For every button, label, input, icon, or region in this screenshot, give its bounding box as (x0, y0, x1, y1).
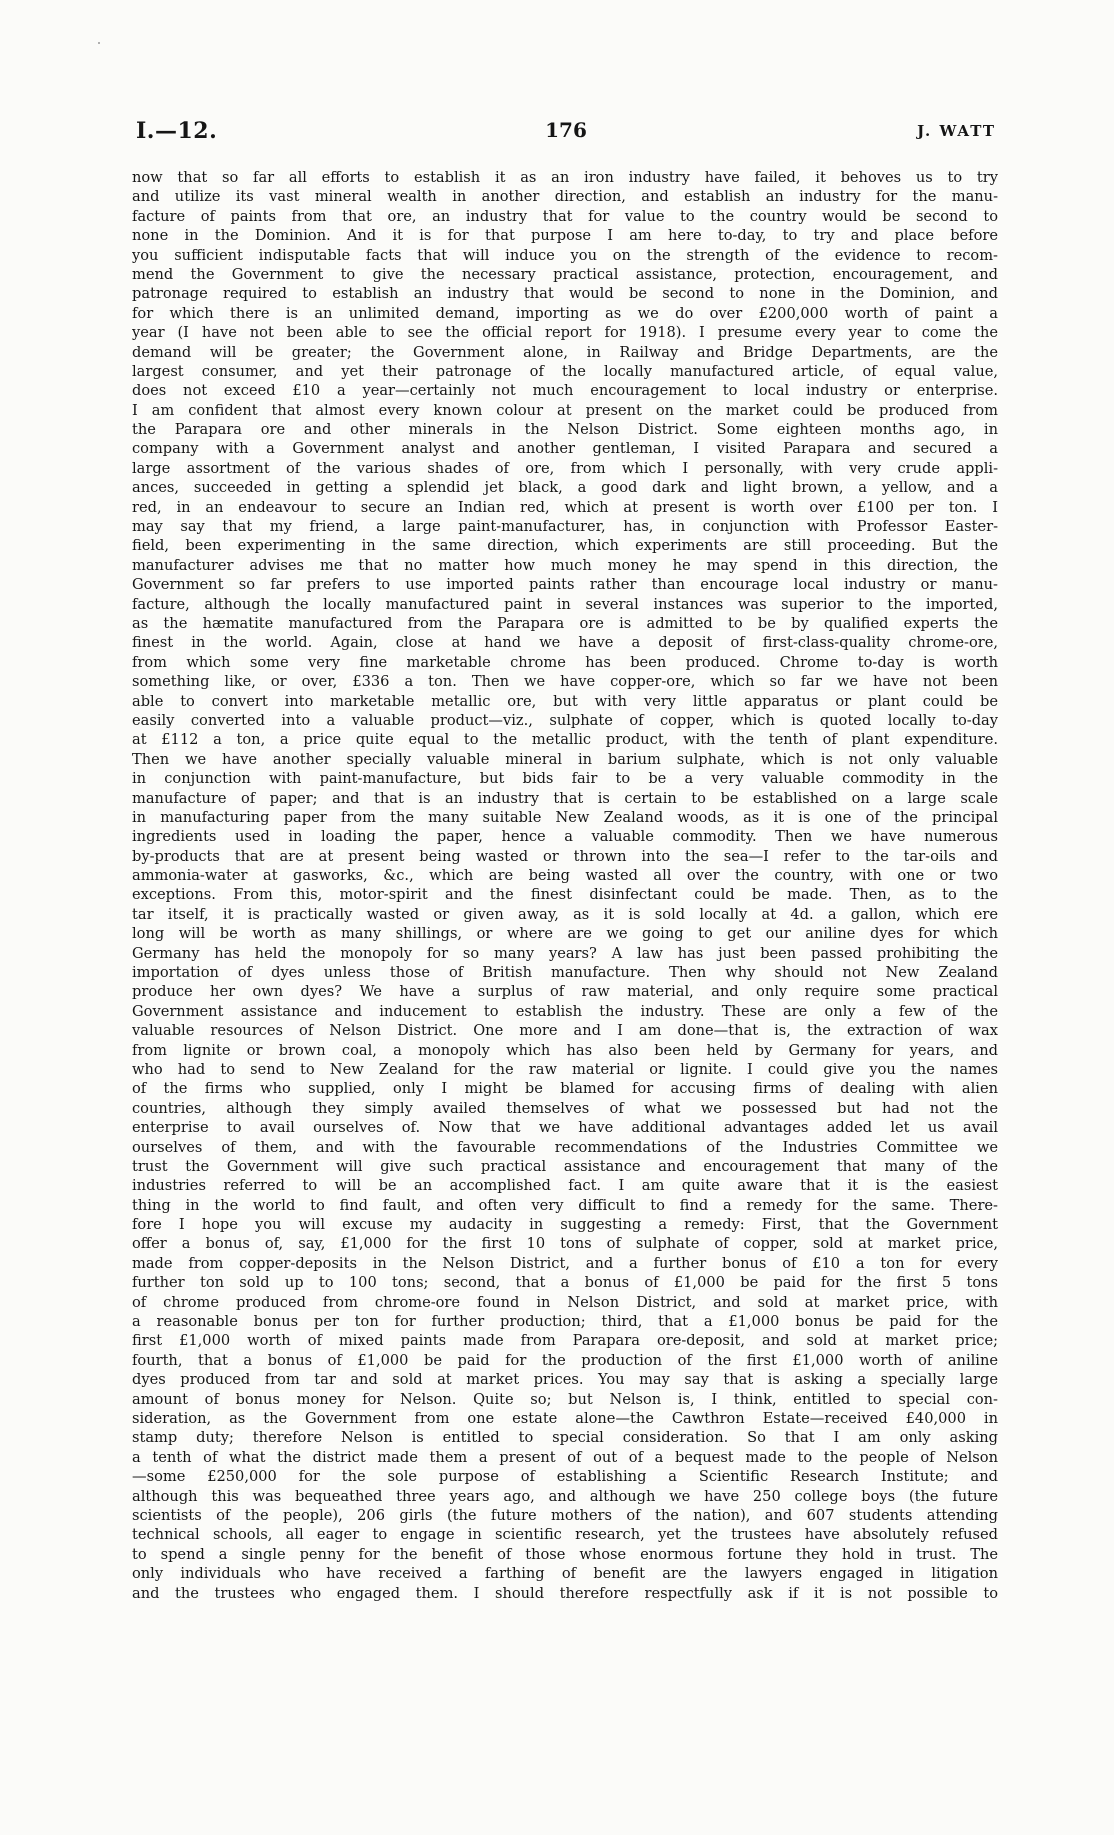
text-line: and the trustees who engaged them. I should therefore respectfully ask if it is not possible to (132, 1584, 998, 1602)
text-line: enterprise to avail ourselves of. Now that we have additional advantages added let us avail (132, 1119, 998, 1137)
text-line: something like, or over, £336 a ton. Then we have copper-ore, which so far we have not been (132, 673, 998, 691)
text-line: Germany has held the monopoly for so many years? A law has just been passed prohibiting the (132, 944, 998, 962)
text-line: produce her own dyes? We have a surplus of raw material, and only require some practical (132, 983, 998, 1001)
text-line: valuable resources of Nelson District. One more and I am done—that is, the extraction of wax (132, 1022, 998, 1040)
text-line: amount of bonus money for Nelson. Quite so; but Nelson is, I think, entitled to special con- (132, 1390, 998, 1408)
text-line: company with a Government analyst and another gentleman, I visited Parapara and secured a (132, 440, 998, 458)
text-line: a tenth of what the district made them a present of out of a bequest made to the people of Nelson (132, 1448, 998, 1466)
text-line: large assortment of the various shades of ore, from which I personally, with very crude appli- (132, 459, 998, 477)
text-line: the Parapara ore and other minerals in the Nelson District. Some eighteen months ago, in (132, 421, 998, 439)
text-line: none in the Dominion. And it is for that purpose I am here to-day, to try and place before (132, 227, 998, 245)
text-line: year (I have not been able to see the official report for 1918). I presume every year to come the (132, 324, 998, 342)
text-line: Government so far prefers to use imported paints rather than encourage local industry or manu- (132, 576, 998, 594)
text-line: a reasonable bonus per ton for further production; third, that a £1,000 bonus be paid for the (132, 1313, 998, 1331)
text-line: field, been experimenting in the same direction, which experiments are still proceeding. But the (132, 537, 998, 555)
text-line: offer a bonus of, say, £1,000 for the first 10 tons of sulphate of copper, sold at market price, (132, 1235, 998, 1253)
text-line: sideration, as the Government from one estate alone—the Cawthron Estate—received £40,000 in (132, 1410, 998, 1427)
text-line: you sufficient indisputable facts that will induce you on the strength of the evidence to recom- (132, 246, 998, 264)
text-line: exceptions. From this, motor-spirit and the finest disinfectant could be made. Then, as to the (132, 886, 998, 904)
text-line: mend the Government to give the necessary practical assistance, protection, encouragement, and (132, 265, 998, 283)
text-line: made from copper-deposits in the Nelson District, and a further bonus of £10 a ton for every (132, 1254, 998, 1272)
text-line: tar itself, it is practically wasted or given away, as it is sold locally at 4d. a gallon, which ere (132, 905, 998, 923)
text-line: now that so far all efforts to establish it as an iron industry have failed, it behoves us to try (132, 169, 998, 186)
speaker-name: J. WATT (917, 122, 996, 140)
text-line: Then we have another specially valuable mineral in barium sulphate, which is not only valuable (132, 750, 998, 768)
text-line: demand will be greater; the Government alone, in Railway and Bridge Departments, are the (132, 343, 998, 361)
text-line: countries, although they simply availed themselves of what we possessed but had not the (132, 1099, 998, 1117)
text-line: further ton sold up to 100 tons; second, that a bonus of £1,000 be paid for the first 5 tons (132, 1274, 998, 1292)
text-line: at £112 a ton, a price quite equal to the metallic product, with the tenth of plant expenditure. (132, 731, 998, 749)
text-line: finest in the world. Again, close at hand we have a deposit of first-class-quality chrome-ore, (132, 634, 998, 652)
text-line: only individuals who have received a farthing of benefit are the lawyers engaged in litigation (132, 1565, 998, 1583)
text-line: dyes produced from tar and sold at market prices. You may say that is asking a specially large (132, 1371, 998, 1389)
text-line: first £1,000 worth of mixed paints made from Parapara ore-deposit, and sold at market price; (132, 1332, 998, 1350)
text-line: patronage required to establish an industry that would be second to none in the Dominion, and (132, 285, 998, 303)
body-text (132, 168, 998, 1603)
document-reference: I.—12. (136, 118, 218, 144)
text-line: industries referred to will be an accomplished fact. I am quite aware that it is the easiest (132, 1177, 998, 1195)
page-number: 176 (545, 118, 587, 142)
text-line: stamp duty; therefore Nelson is entitled to special consideration. So that I am only asking (132, 1429, 998, 1447)
text-line: long will be worth as many shillings, or where are we going to get our aniline dyes for which (132, 925, 998, 943)
text-line: from lignite or brown coal, a monopoly which has also been held by Germany for years, and (132, 1041, 998, 1059)
text-line: although this was bequeathed three years ago, and although we have 250 college boys (the future (132, 1487, 998, 1505)
scan-speck (98, 42, 100, 44)
text-line: importation of dyes unless those of British manufacture. Then why should not New Zealand (132, 964, 998, 982)
text-line: I am confident that almost every known colour at present on the market could be produced from (132, 401, 998, 419)
text-line: red, in an endeavour to secure an Indian red, which at present is worth over £100 per ton. I (132, 498, 998, 516)
text-line: trust the Government will give such practical assistance and encouragement that many of the (132, 1157, 998, 1175)
text-line: Government assistance and inducement to establish the industry. These are only a few of the (132, 1002, 998, 1020)
text-line: able to convert into marketable metallic ore, but with very little apparatus or plant could be (132, 692, 998, 710)
text-line: thing in the world to find fault, and often very difficult to find a remedy for the same. There- (132, 1196, 998, 1214)
text-line: from which some very fine marketable chrome has been produced. Chrome to-day is worth (132, 653, 998, 671)
text-line: ingredients used in loading the paper, hence a valuable commodity. Then we have numerous (132, 828, 998, 846)
text-line: easily converted into a valuable product—viz., sulphate of copper, which is quoted locally to-day (132, 711, 998, 729)
text-line: fore I hope you will excuse my audacity in suggesting a remedy: First, that the Government (132, 1216, 998, 1234)
text-line: fourth, that a bonus of £1,000 be paid for the production of the first £1,000 worth of aniline (132, 1351, 998, 1369)
page-header (136, 118, 996, 148)
text-line: manufacturer advises me that no matter how much money he may spend in this direction, the (132, 556, 998, 574)
text-line: in conjunction with paint-manufacture, but bids fair to be a very valuable commodity in the (132, 770, 998, 788)
text-line: facture of paints from that ore, an industry that for value to the country would be second to (132, 207, 998, 225)
text-line: facture, although the locally manufactured paint in several instances was superior to the imported, (132, 595, 998, 613)
text-line: of the firms who supplied, only I might be blamed for accusing firms of dealing with alien (132, 1080, 998, 1098)
text-line: who had to send to New Zealand for the raw material or lignite. I could give you the names (132, 1060, 998, 1078)
text-line: of chrome produced from chrome-ore found in Nelson District, and sold at market price, with (132, 1293, 998, 1311)
text-line: manufacture of paper; and that is an industry that is certain to be established on a large scale (132, 789, 998, 807)
text-line: as the hæmatite manufactured from the Parapara ore is admitted to be by qualified experts the (132, 614, 998, 632)
text-line: ammonia-water at gasworks, &c., which are being wasted all over the country, with one or two (132, 867, 998, 885)
text-line: in manufacturing paper from the many suitable New Zealand woods, as it is one of the principal (132, 808, 998, 826)
text-line: may say that my friend, a large paint-manufacturer, has, in conjunction with Professor Easter- (132, 518, 998, 536)
text-line: ourselves of them, and with the favourable recommendations of the Industries Committee we (132, 1138, 998, 1156)
text-line: ances, succeeded in getting a splendid jet black, a good dark and light brown, a yellow, and a (132, 479, 998, 497)
text-line: by-products that are at present being wasted or thrown into the sea—I refer to the tar-oils and (132, 847, 998, 865)
text-line: largest consumer, and yet their patronage of the locally manufactured article, of equal value, (132, 362, 998, 380)
text-line: to spend a single penny for the benefit of those whose enormous fortune they hold in trust. The (132, 1545, 998, 1563)
text-line: —some £250,000 for the sole purpose of establishing a Scientific Research Institute; and (132, 1468, 998, 1486)
text-line: technical schools, all eager to engage in scientific research, yet the trustees have absolutely refused (132, 1526, 998, 1544)
text-line: does not exceed £10 a year—certainly not much encouragement to local industry or enterprise. (132, 382, 998, 400)
text-line: for which there is an unlimited demand, importing as we do over £200,000 worth of paint a (132, 304, 998, 322)
text-line: and utilize its vast mineral wealth in another direction, and establish an industry for the manu- (132, 188, 998, 206)
text-line: scientists of the people), 206 girls (the future mothers of the nation), and 607 students attending (132, 1506, 998, 1524)
